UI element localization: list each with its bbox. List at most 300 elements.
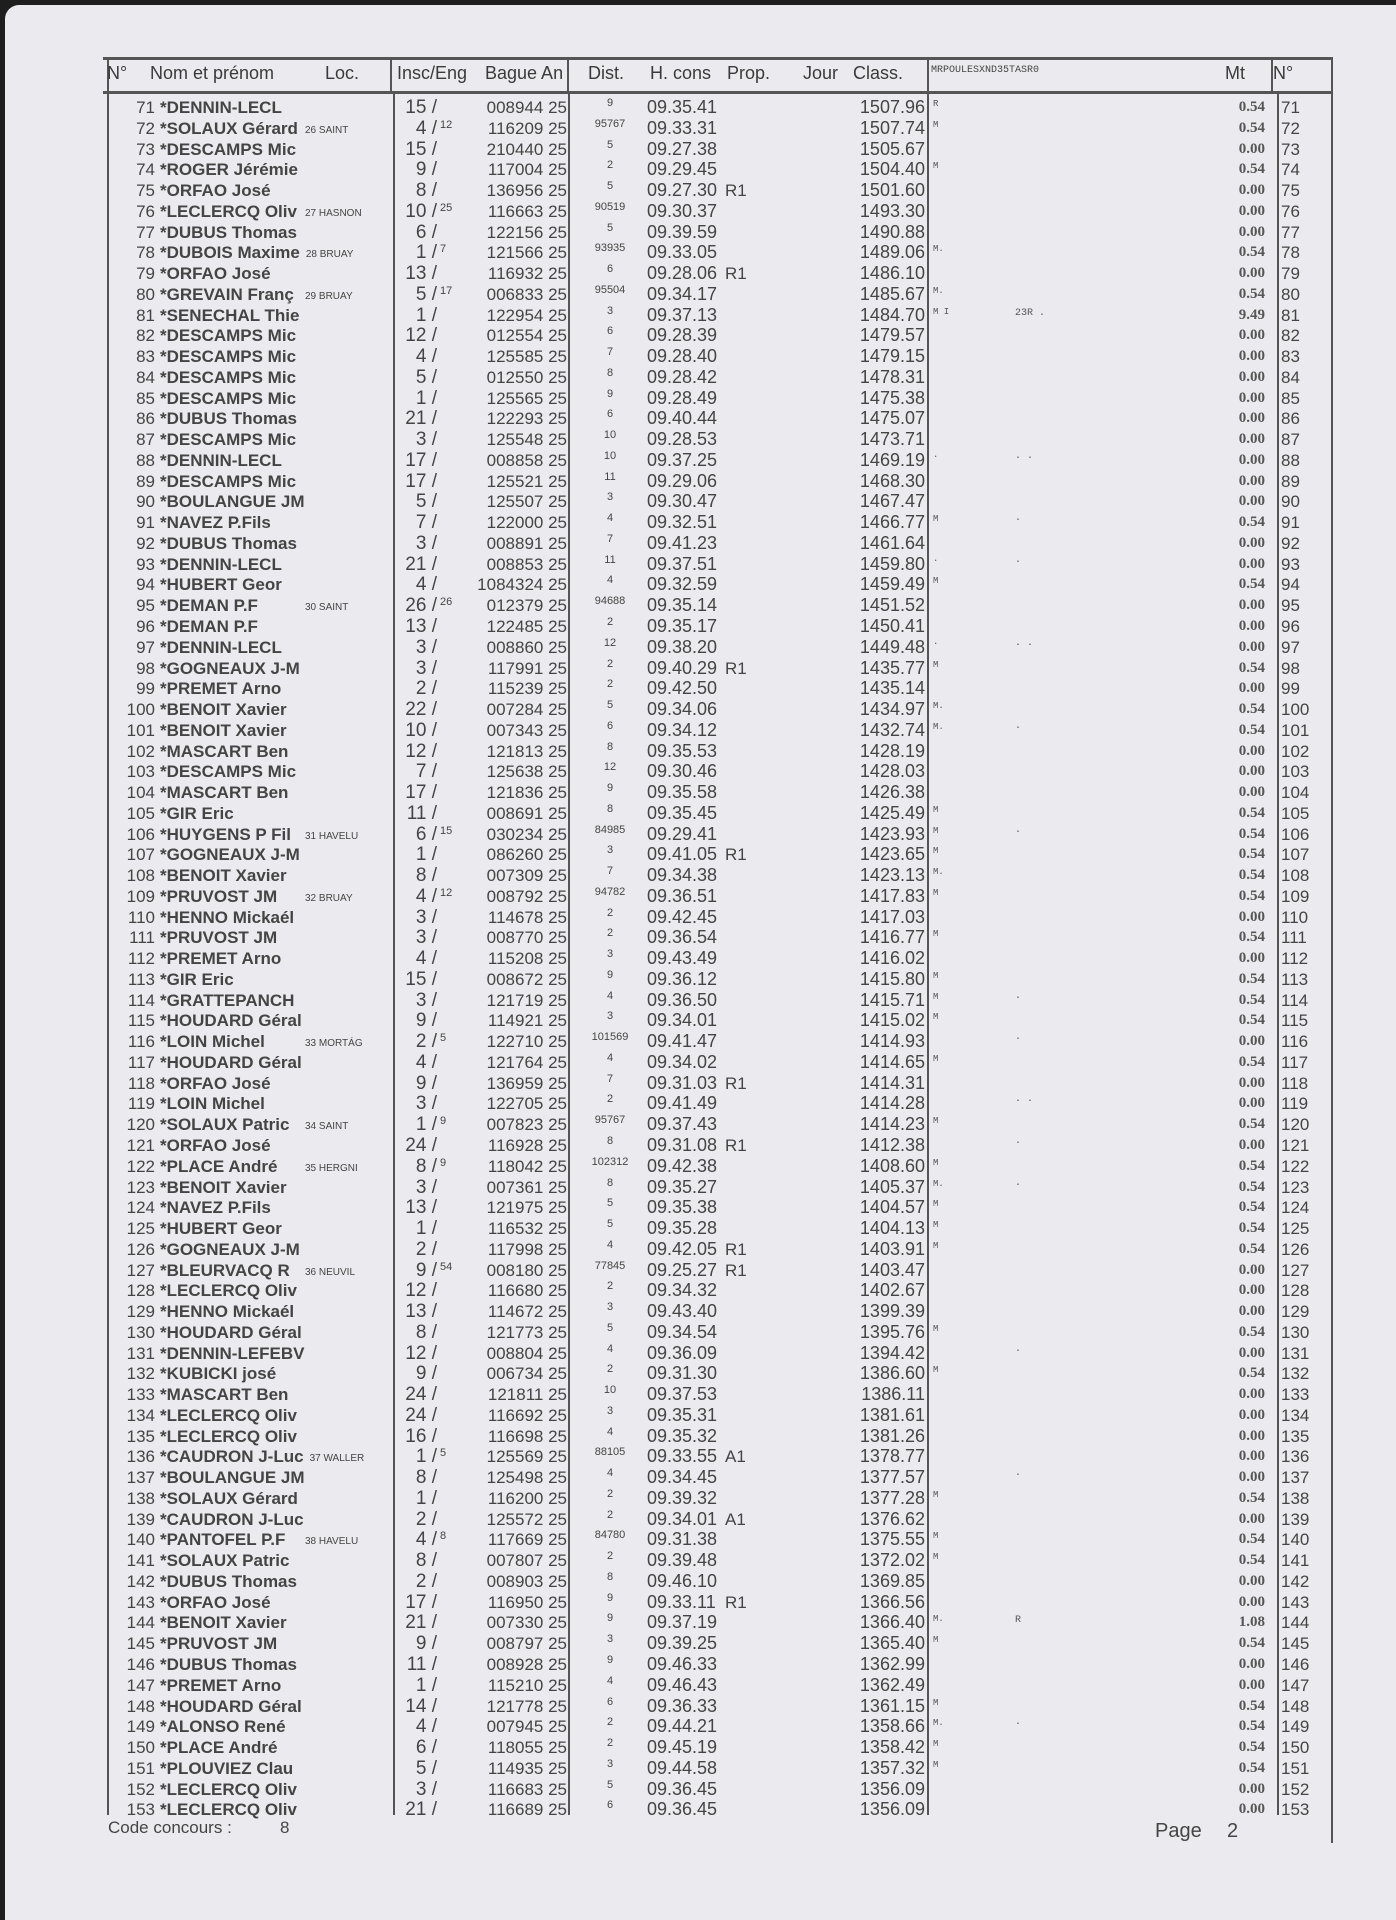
arrival-time: 09.42.50	[647, 678, 718, 699]
amount: 0.00	[1238, 1386, 1265, 1403]
remark-flags: M	[933, 846, 939, 857]
row-number-right: 145	[1281, 1634, 1310, 1654]
arrival-time: 09.30.46	[647, 761, 718, 782]
engaged-count: 17	[440, 284, 453, 297]
classification-speed: 1356.09	[859, 1778, 925, 1799]
amount: 0.00	[1238, 1656, 1265, 1672]
row-number-right: 127	[1281, 1260, 1310, 1280]
row-number-right: 72	[1281, 118, 1300, 138]
ring-number: 121773 25	[486, 1322, 567, 1342]
distance: 9	[606, 1612, 614, 1625]
ring-number: 121813 25	[486, 741, 567, 761]
pigeon-owner-name: *DESCAMPS Mic	[160, 471, 297, 491]
locality: 34 SAINT	[305, 1121, 349, 1133]
classification-speed: 1468.30	[859, 470, 925, 491]
row-number: 135	[126, 1426, 155, 1446]
ring-number: 007823 25	[486, 1115, 567, 1135]
row-number: 99	[136, 679, 155, 699]
table-row	[5, 512, 1396, 533]
arrival-time: 09.35.27	[647, 1176, 718, 1197]
inscription-count: 24 /	[405, 1135, 437, 1156]
code-concours-label: Code concours :	[108, 1818, 232, 1837]
classification-speed: 1485.67	[859, 283, 925, 304]
row-number: 104	[126, 783, 155, 803]
inscription-count: 3 /	[415, 989, 437, 1011]
inscription-count: 1 /	[415, 387, 437, 409]
amount: 0.00	[1238, 1593, 1265, 1610]
classification-speed: 1501.60	[859, 180, 925, 201]
row-number: 111	[129, 928, 155, 948]
ring-number: 121764 25	[486, 1052, 567, 1072]
row-number: 124	[126, 1198, 155, 1218]
ring-number: 122156 25	[486, 222, 567, 242]
arrival-time: 09.35.53	[647, 740, 718, 761]
pigeon-owner-name: *ORFAO José	[160, 264, 271, 284]
table-row	[5, 1384, 1396, 1405]
arrival-time: 09.46.10	[647, 1570, 718, 1591]
row-number-right: 140	[1281, 1530, 1310, 1550]
arrival-time: 09.30.47	[647, 491, 718, 512]
ring-number: 114678 25	[487, 907, 567, 927]
header-name: Nom et prénom	[150, 63, 275, 83]
table-row	[5, 927, 1396, 948]
ring-number: 117669 25	[487, 1530, 567, 1550]
distance: 6	[606, 325, 614, 338]
engaged-count: 5	[440, 1032, 447, 1045]
arrival-time: 09.28.42	[647, 366, 718, 387]
inscription-count: 12 /	[405, 1342, 437, 1364]
classification-speed: 1394.42	[859, 1342, 925, 1363]
table-row	[5, 159, 1396, 180]
classification-speed: 1395.76	[859, 1321, 925, 1342]
ring-number: 012550 25	[486, 367, 567, 387]
table-row	[5, 678, 1396, 699]
remark-flags: M.	[933, 1614, 944, 1625]
remark-flags: M	[933, 1116, 939, 1127]
distance: 2	[606, 906, 614, 919]
arrival-time: 09.40.29	[647, 657, 718, 678]
ring-number: 008797 25	[486, 1634, 567, 1654]
row-number: 125	[126, 1219, 155, 1239]
row-number-right: 77	[1281, 222, 1300, 242]
classification-speed: 1415.71	[859, 989, 925, 1010]
ring-number: 122705 25	[486, 1094, 567, 1114]
amount: 0.00	[1238, 950, 1265, 967]
row-number: 123	[126, 1177, 155, 1197]
inscription-count: 17 /	[405, 449, 437, 471]
classification-speed: 1416.77	[859, 927, 925, 948]
classification-speed: 1489.06	[859, 242, 925, 263]
amount: 1.08	[1238, 1614, 1265, 1631]
pigeon-owner-name: *DESCAMPS Mic	[160, 139, 297, 159]
row-number-right: 138	[1281, 1488, 1310, 1508]
row-number-right: 89	[1281, 471, 1300, 491]
inscription-count: 4 /	[415, 117, 437, 139]
prop-flag: R1	[725, 181, 747, 201]
row-number-right: 141	[1281, 1551, 1310, 1571]
inscription-count: 5 /	[415, 1757, 437, 1779]
classification-speed: 1434.97	[859, 699, 925, 720]
arrival-time: 09.36.33	[647, 1695, 718, 1716]
distance: 5	[606, 1778, 614, 1791]
pigeon-owner-name: *PREMET Arno	[160, 1675, 282, 1695]
pigeon-owner-name: *CAUDRON J-Luc	[160, 1447, 304, 1467]
inscription-count: 16 /	[405, 1425, 437, 1447]
distance: 7	[606, 532, 614, 545]
row-number-right: 87	[1281, 430, 1300, 450]
row-number-right: 153	[1281, 1800, 1310, 1820]
row-number: 117	[127, 1052, 155, 1072]
distance: 3	[606, 1757, 614, 1770]
ring-number: 118055 25	[487, 1738, 567, 1758]
amount: 0.00	[1238, 451, 1265, 468]
classification-speed: 1466.77	[859, 512, 925, 533]
classification-speed: 1365.40	[859, 1633, 925, 1654]
inscription-count: 1 /	[415, 844, 437, 866]
row-number-right: 103	[1281, 762, 1310, 782]
pigeon-owner-name: *GOGNEAUX J-M	[160, 1239, 300, 1259]
inscription-count: 12 /	[405, 325, 437, 347]
row-number-right: 98	[1281, 658, 1300, 678]
ring-number: 125521 25	[486, 471, 567, 491]
pigeon-owner-name: *SOLAUX Gérard	[160, 118, 298, 138]
pigeon-owner-name: *MASCART Ben	[160, 1385, 289, 1405]
distance: 2	[606, 1508, 614, 1521]
table-row	[5, 471, 1396, 492]
table-row	[5, 118, 1396, 139]
remark-flags: M	[933, 1365, 939, 1376]
header-insc: Insc/Eng	[397, 63, 468, 83]
amount: 0.00	[1238, 223, 1265, 240]
inscription-count: 1 /	[415, 1487, 437, 1509]
table-row	[5, 1010, 1396, 1031]
row-number: 128	[126, 1281, 155, 1301]
arrival-time: 09.38.20	[647, 636, 718, 657]
pigeon-owner-name: *PANTOFEL P.F	[160, 1530, 286, 1550]
ring-number: 116683 25	[487, 1779, 567, 1799]
amount: 0.54	[1238, 970, 1265, 987]
amount: 0.00	[1238, 140, 1265, 157]
ring-number: 008860 25	[486, 637, 567, 657]
row-number-right: 122	[1281, 1156, 1310, 1176]
table-row	[5, 263, 1396, 284]
amount: 0.54	[1238, 1365, 1265, 1382]
table-row	[5, 1280, 1396, 1301]
inscription-count: 2 /	[415, 1570, 437, 1592]
amount: 0.54	[1238, 804, 1265, 821]
classification-speed: 1507.74	[859, 117, 925, 138]
row-number: 74	[136, 160, 155, 180]
remark-extra: ·	[1015, 1179, 1022, 1191]
classification-speed: 1428.03	[859, 761, 925, 782]
amount: 0.00	[1238, 1344, 1265, 1361]
pigeon-owner-name: *BENOIT Xavier	[160, 866, 287, 886]
inscription-count: 24 /	[405, 1384, 437, 1406]
inscription-count: 17 /	[405, 470, 437, 492]
distance: 4	[606, 1467, 614, 1480]
pigeon-owner-name: *DENNIN-LECL	[160, 554, 282, 574]
inscription-count: 4 /	[415, 1051, 437, 1073]
classification-speed: 1435.14	[859, 678, 925, 699]
pigeon-owner-name: *GRATTEPANCH	[160, 990, 295, 1010]
inscription-count: 4 /	[415, 346, 437, 368]
distance: 8	[606, 802, 614, 815]
remark-flags: M	[933, 929, 939, 940]
row-number: 149	[126, 1717, 155, 1737]
ring-number: 136959 25	[486, 1073, 567, 1093]
distance: 6	[606, 408, 614, 421]
arrival-time: 09.41.47	[647, 1031, 718, 1052]
arrival-time: 09.35.38	[647, 1197, 718, 1218]
amount: 0.00	[1238, 1448, 1265, 1465]
header-hcons: H. cons	[650, 63, 712, 83]
ring-number: 116200 25	[487, 1488, 567, 1508]
amount: 0.54	[1238, 1635, 1265, 1652]
table-row	[5, 1758, 1396, 1779]
inscription-count: 14 /	[405, 1695, 437, 1717]
ring-number: 012379 25	[486, 596, 567, 616]
inscription-count: 9 /	[415, 159, 437, 181]
classification-speed: 1403.47	[859, 1259, 925, 1280]
amount: 0.54	[1238, 929, 1265, 946]
remark-flags: M	[933, 161, 939, 172]
inscription-count: 3 /	[415, 906, 437, 928]
classification-speed: 1416.02	[859, 948, 925, 969]
row-number: 139	[126, 1509, 155, 1529]
remark-flags: M	[933, 119, 939, 130]
remark-extra: ·	[1015, 556, 1022, 568]
inscription-count: 3 /	[415, 927, 437, 949]
distance: 3	[606, 844, 614, 857]
distance: 93935	[594, 242, 626, 255]
remark-extra: ·	[1015, 826, 1022, 838]
inscription-count: 7 /	[415, 512, 437, 534]
pigeon-owner-name: *HOUDARD Géral	[160, 1011, 302, 1031]
ring-number: 116698 25	[487, 1426, 567, 1446]
row-number-right: 123	[1281, 1177, 1310, 1197]
pigeon-owner-name: *LECLERCQ Oliv	[160, 1779, 297, 1799]
amount: 0.00	[1238, 1137, 1265, 1153]
ring-number: 116532 25	[487, 1219, 567, 1239]
table-row	[5, 1156, 1396, 1177]
amount: 0.00	[1238, 410, 1265, 427]
inscription-count: 21 /	[405, 408, 437, 430]
engaged-count: 15	[440, 824, 453, 837]
table-row	[5, 1073, 1396, 1094]
ring-number: 117998 25	[487, 1239, 567, 1259]
engaged-count: 5	[440, 1447, 447, 1460]
table-row	[5, 1322, 1396, 1343]
classification-speed: 1362.49	[859, 1674, 925, 1695]
header-prop: Prop.	[727, 63, 771, 83]
amount: 0.00	[1238, 742, 1265, 759]
distance: 6	[606, 1695, 614, 1708]
classification-speed: 1362.99	[859, 1654, 925, 1674]
amount: 0.54	[1238, 1697, 1265, 1714]
row-number: 98	[136, 658, 155, 678]
row-number: 88	[136, 450, 155, 470]
ring-number: 122954 25	[486, 305, 567, 325]
classification-speed: 1479.15	[859, 346, 925, 367]
arrival-time: 09.31.03	[647, 1072, 718, 1093]
pigeon-owner-name: *GOGNEAUX J-M	[160, 658, 300, 678]
arrival-time: 09.30.37	[647, 200, 718, 221]
inscription-count: 24 /	[405, 1404, 437, 1426]
row-number: 109	[126, 886, 155, 906]
inscription-count: 12 /	[405, 1280, 437, 1302]
classification-speed: 1386.60	[859, 1363, 925, 1384]
row-number: 132	[126, 1364, 155, 1384]
row-number-right: 80	[1281, 284, 1300, 304]
arrival-time: 09.36.12	[647, 968, 718, 989]
classification-speed: 1507.96	[859, 97, 925, 117]
pigeon-owner-name: *ORFAO José	[160, 1073, 271, 1093]
distance: 5	[606, 699, 614, 712]
row-number-right: 144	[1281, 1613, 1310, 1633]
arrival-time: 09.28.53	[647, 429, 718, 450]
distance: 5	[606, 138, 614, 151]
distance: 6	[606, 719, 614, 732]
classification-speed: 1478.31	[859, 366, 925, 387]
inscription-count: 8 /	[415, 1550, 437, 1572]
row-number-right: 149	[1281, 1717, 1310, 1737]
row-number-right: 84	[1281, 367, 1300, 387]
arrival-time: 09.28.40	[647, 346, 718, 367]
pigeon-owner-name: *ORFAO José	[160, 1592, 271, 1612]
row-number: 91	[136, 513, 155, 533]
ring-number: 116680 25	[487, 1281, 567, 1301]
ring-number: 008858 25	[486, 450, 567, 470]
ring-number: 115210 25	[487, 1675, 567, 1695]
row-number: 71	[136, 98, 155, 117]
distance: 5	[606, 1218, 614, 1231]
amount: 0.54	[1238, 514, 1265, 531]
table-row	[5, 367, 1396, 388]
pigeon-owner-name: *DUBUS Thomas	[160, 533, 297, 553]
classification-speed: 1378.77	[859, 1446, 925, 1467]
row-number-right: 139	[1281, 1509, 1310, 1529]
table-row	[5, 1405, 1396, 1426]
distance: 4	[606, 512, 614, 525]
row-number: 119	[127, 1094, 155, 1114]
arrival-time: 09.34.12	[647, 719, 718, 740]
inscription-count: 8 /	[415, 865, 437, 887]
classification-speed: 1475.07	[859, 408, 925, 429]
table-row	[5, 97, 1396, 118]
pigeon-owner-name: *HOUDARD Géral	[160, 1322, 302, 1342]
prop-flag: R1	[725, 1239, 747, 1259]
amount: 0.54	[1238, 887, 1265, 904]
row-number: 89	[136, 471, 155, 491]
inscription-count: 13 /	[405, 1197, 437, 1219]
distance: 6	[606, 1799, 614, 1812]
row-number: 82	[136, 326, 155, 346]
classification-speed: 1405.37	[859, 1176, 925, 1197]
locality: 28 BRUAY	[305, 249, 354, 261]
distance: 9	[606, 782, 614, 795]
classification-speed: 1376.62	[859, 1508, 925, 1529]
amount: 0.00	[1238, 638, 1265, 655]
row-number: 151	[126, 1758, 155, 1778]
table-row	[5, 429, 1396, 450]
row-number-right: 126	[1281, 1239, 1310, 1259]
arrival-time: 09.40.44	[647, 408, 718, 429]
ring-number: 116692 25	[487, 1405, 567, 1425]
table-row	[5, 554, 1396, 575]
distance: 2	[606, 927, 614, 940]
pigeon-owner-name: *SOLAUX Gérard	[160, 1488, 298, 1508]
pigeon-owner-name: *PLACE André	[160, 1156, 278, 1176]
remark-flags: M	[933, 1489, 939, 1500]
classification-speed: 1358.66	[859, 1716, 925, 1737]
pigeon-owner-name: *LECLERCQ Oliv	[160, 1426, 297, 1446]
remark-flags: M	[933, 576, 939, 587]
locality: 26 SAINT	[305, 124, 349, 136]
arrival-time: 09.34.01	[647, 1010, 718, 1031]
row-number: 121	[126, 1136, 155, 1155]
row-number-right: 105	[1281, 803, 1310, 823]
header-divider	[390, 57, 392, 93]
ring-number: 007343 25	[486, 720, 567, 740]
classification-speed: 1414.28	[859, 1093, 925, 1114]
pigeon-owner-name: *ALONSO René	[160, 1717, 286, 1737]
locality: 31 HAVELU	[305, 830, 359, 842]
classification-speed: 1493.30	[859, 200, 925, 221]
classification-speed: 1415.02	[859, 1010, 925, 1031]
table-row	[5, 450, 1396, 471]
row-number-right: 79	[1281, 264, 1300, 284]
classification-speed: 1435.77	[859, 657, 925, 678]
ring-number: 008928 25	[486, 1655, 567, 1674]
classification-speed: 1414.93	[859, 1031, 925, 1052]
arrival-time: 09.44.21	[647, 1716, 718, 1737]
ring-number: 115208 25	[487, 949, 567, 969]
distance: 12	[603, 636, 617, 649]
remark-extra: ·	[1015, 515, 1022, 527]
pigeon-owner-name: *GREVAIN Franç	[160, 284, 294, 304]
row-number: 87	[136, 430, 155, 450]
row-number: 137	[126, 1468, 155, 1488]
pigeon-owner-name: *BOULANGUE JM	[160, 1468, 305, 1488]
inscription-count: 4 /	[415, 1716, 437, 1738]
table-row	[5, 616, 1396, 637]
pigeon-owner-name: *DEMAN P.F	[160, 617, 258, 636]
classification-speed: 1358.42	[859, 1737, 925, 1758]
remark-flags: M	[933, 1053, 939, 1064]
row-number-right: 147	[1281, 1675, 1310, 1695]
row-number: 94	[136, 575, 155, 595]
row-number: 84	[136, 367, 155, 387]
table-row	[5, 1177, 1396, 1198]
table-row	[5, 1675, 1396, 1696]
table-row	[5, 803, 1396, 824]
ring-number: 116209 25	[487, 118, 567, 138]
arrival-time: 09.37.51	[647, 553, 718, 574]
ring-number: 125638 25	[486, 762, 567, 782]
header-codes: MRPOULESXND35TASR0	[931, 65, 1040, 76]
engaged-count: 7	[440, 243, 447, 256]
amount: 0.54	[1238, 846, 1265, 863]
row-number: 78	[136, 243, 155, 263]
row-number-right: 115	[1281, 1011, 1309, 1031]
classification-speed: 1375.55	[859, 1529, 925, 1550]
table-row	[5, 741, 1396, 762]
page-label: Page	[1155, 1820, 1202, 1842]
ring-number: 007807 25	[486, 1551, 567, 1571]
arrival-time: 09.37.25	[647, 449, 718, 470]
row-number-right: 92	[1281, 533, 1300, 553]
amount: 0.00	[1238, 348, 1265, 365]
